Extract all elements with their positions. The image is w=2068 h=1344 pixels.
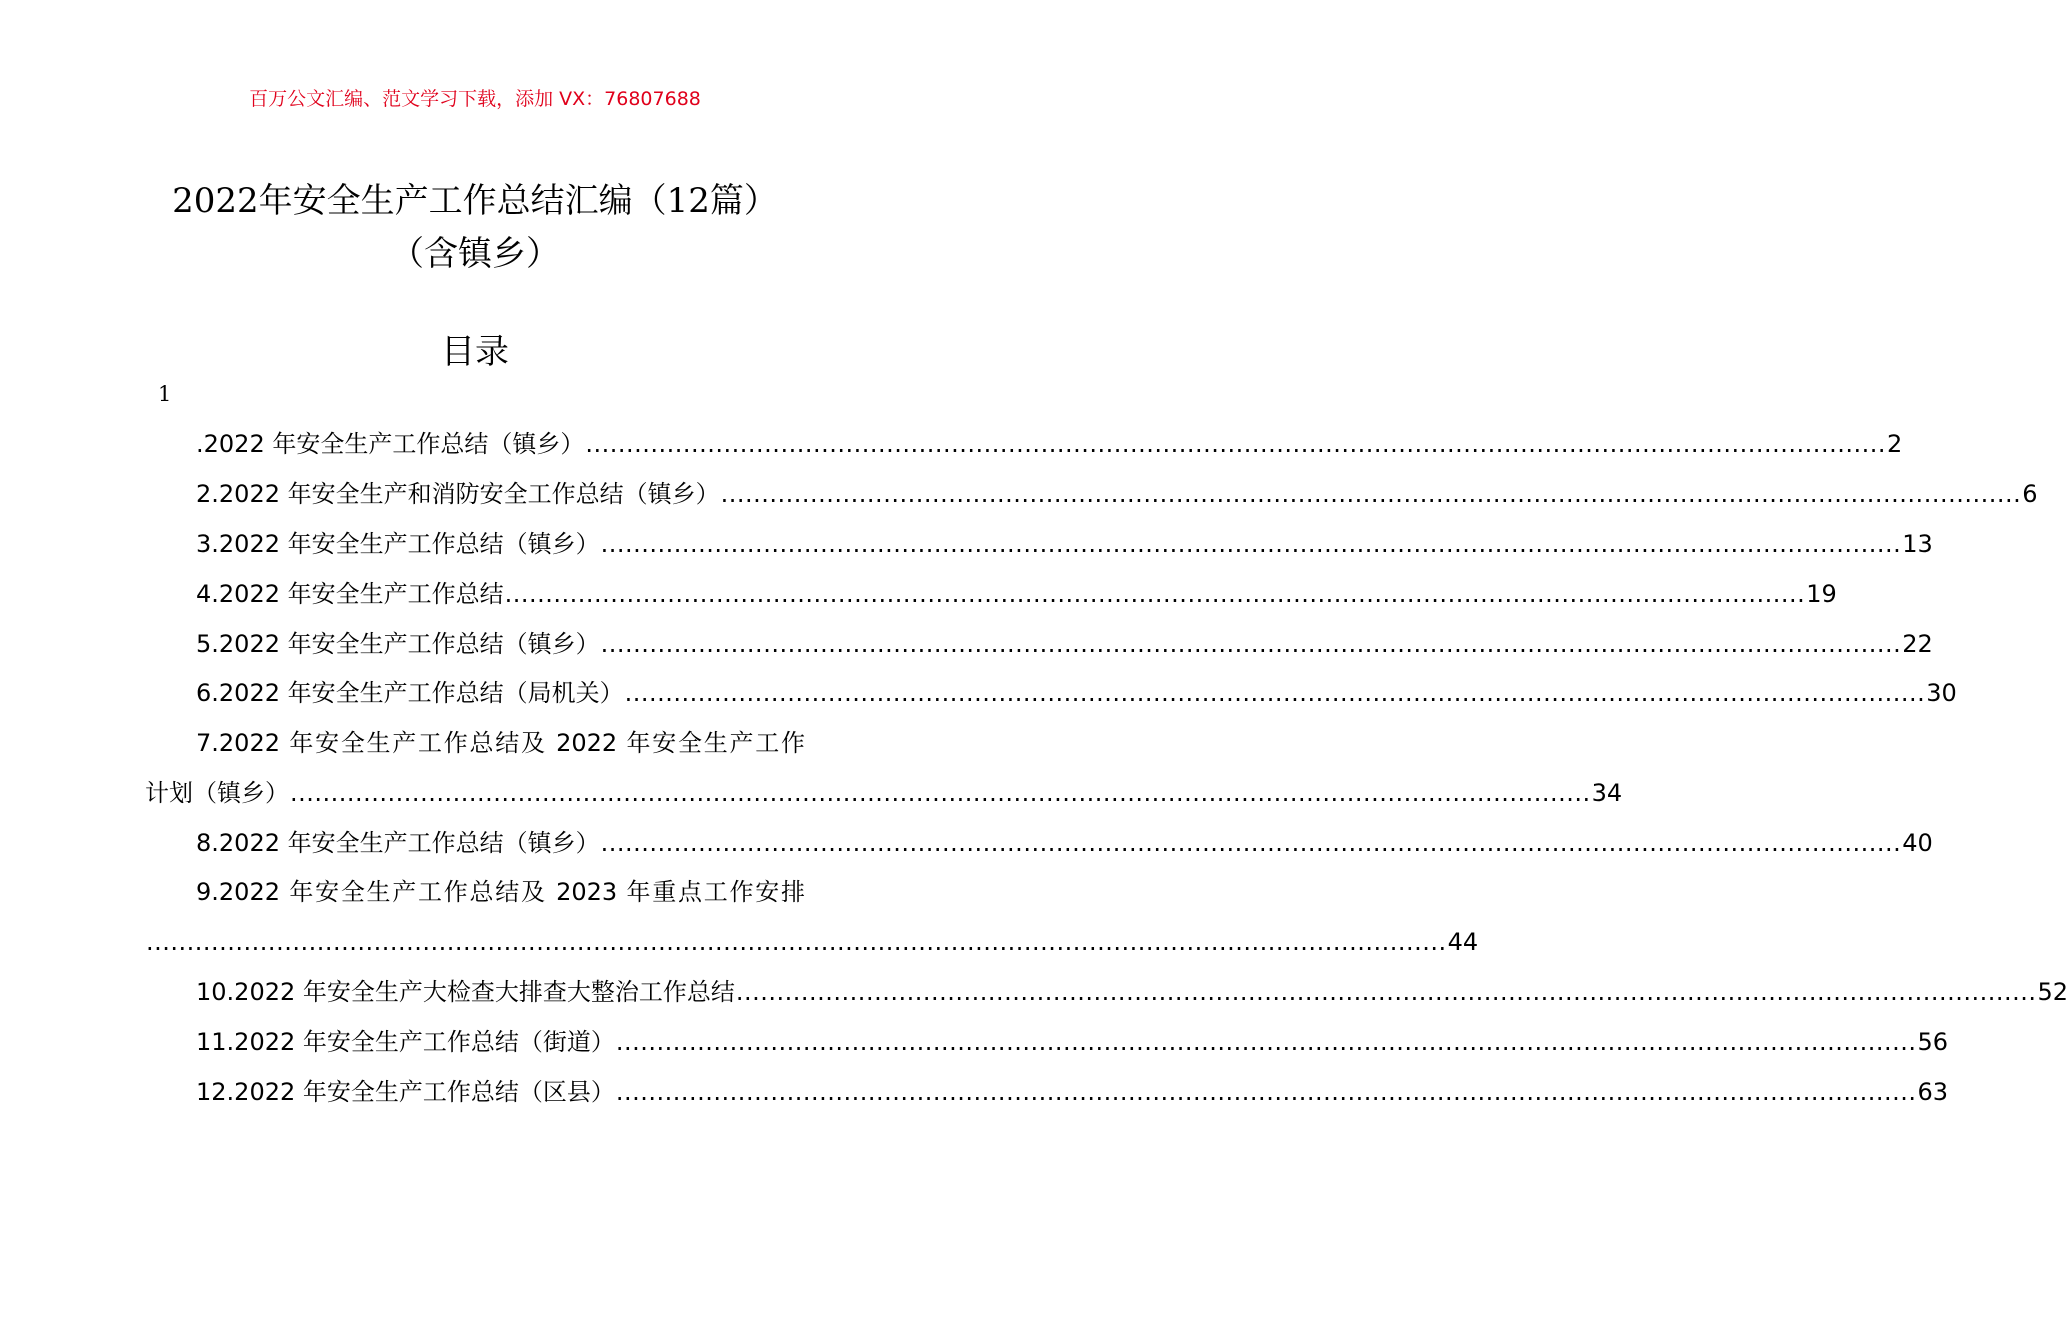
title-year: 2022 bbox=[172, 181, 259, 221]
toc-entry-9-line-2[interactable] bbox=[145, 925, 1479, 959]
toc-entry-4[interactable] bbox=[196, 577, 1837, 611]
toc-entry-label: 2.2022 年安全生产和消防安全工作总结（镇乡） bbox=[196, 480, 720, 508]
toc-entry-label: 计划（镇乡） bbox=[145, 779, 289, 807]
toc-entry-7-line-1[interactable]: 7.2022 年安全生产工作总结及 2022 年安全生产工作 bbox=[196, 729, 805, 757]
title-tail: 篇） bbox=[709, 181, 778, 221]
toc-entry-page: 13 bbox=[1902, 530, 1933, 558]
toc-leader-dots: ................................................................................................................................................................ bbox=[290, 779, 1591, 807]
toc-entry-3[interactable] bbox=[196, 527, 1933, 561]
toc-entry-label: .2022 年安全生产工作总结（镇乡） bbox=[196, 430, 585, 458]
toc-entry-label: 8.2022 年安全生产工作总结（镇乡） bbox=[196, 829, 600, 857]
toc-entry-2[interactable] bbox=[196, 477, 2038, 511]
toc-entry-6[interactable] bbox=[196, 676, 1957, 710]
toc-leader-dots: ................................................................................................................................................................ bbox=[600, 829, 1902, 857]
toc-entry-label: 5.2022 年安全生产工作总结（镇乡） bbox=[196, 630, 600, 658]
toc-leader-dots: ................................................................................................................................................................ bbox=[504, 580, 1806, 608]
toc-entry-label: 12.2022 年安全生产工作总结（区县） bbox=[196, 1078, 615, 1106]
toc-entry-label: 4.2022 年安全生产工作总结 bbox=[196, 580, 504, 608]
document-title-line-2: （含镇乡） bbox=[390, 234, 560, 274]
toc-heading: 目录 bbox=[441, 332, 509, 372]
toc-entry-7-line-2[interactable] bbox=[145, 776, 1623, 810]
toc-entry-page: 52 bbox=[2037, 978, 2068, 1006]
toc-entry-9-line-1[interactable]: 9.2022 年安全生产工作总结及 2023 年重点工作安排 bbox=[196, 878, 805, 906]
toc-entry-page: 30 bbox=[1926, 679, 1957, 707]
document-title-line-1 bbox=[0, 173, 950, 222]
stray-page-number: 1 bbox=[158, 382, 172, 406]
toc-leader-dots: ................................................................................................................................................................ bbox=[146, 928, 1447, 956]
toc-entry-12[interactable] bbox=[196, 1075, 1949, 1109]
toc-entry-page: 56 bbox=[1917, 1028, 1949, 1056]
toc-entry-page: 63 bbox=[1917, 1078, 1949, 1106]
toc-entry-page: 2 bbox=[1886, 430, 1903, 458]
toc-leader-dots: ................................................................................................................................................................ bbox=[615, 1078, 1917, 1106]
toc-entry-10[interactable] bbox=[196, 975, 2068, 1009]
toc-entry-page: 34 bbox=[1591, 779, 1623, 807]
toc-entry-label: 11.2022 年安全生产工作总结（街道） bbox=[196, 1028, 615, 1056]
toc-entry-page: 44 bbox=[1447, 928, 1479, 956]
toc-entry-8[interactable] bbox=[196, 826, 1933, 860]
title-text: 年安全生产工作总结汇编（ bbox=[258, 181, 667, 221]
toc-entry-5[interactable] bbox=[196, 627, 1933, 661]
toc-entry-page: 19 bbox=[1806, 580, 1837, 608]
toc-entry-page: 22 bbox=[1902, 630, 1933, 658]
toc-entry-11[interactable] bbox=[196, 1025, 1949, 1059]
toc-leader-dots: ................................................................................................................................................................ bbox=[624, 679, 1926, 707]
toc-leader-dots: ................................................................................................................................................................ bbox=[600, 530, 1902, 558]
title-count: 12 bbox=[666, 181, 710, 221]
toc-entry-1[interactable] bbox=[196, 427, 1903, 461]
toc-leader-dots: ................................................................................................................................................................ bbox=[600, 630, 1902, 658]
toc-leader-dots: ................................................................................................................................................................ bbox=[615, 1028, 1917, 1056]
toc-entry-label: 3.2022 年安全生产工作总结（镇乡） bbox=[196, 530, 600, 558]
toc-entry-label: 10.2022 年安全生产大检查大排查大整治工作总结 bbox=[196, 978, 735, 1006]
toc-leader-dots: ................................................................................................................................................................ bbox=[585, 430, 1886, 458]
toc-entry-label: 6.2022 年安全生产工作总结（局机关） bbox=[196, 679, 624, 707]
toc-leader-dots: ................................................................................................................................................................ bbox=[735, 978, 2037, 1006]
header-watermark-note: 百万公文汇编、范文学习下载，添加 VX：76807688 bbox=[249, 88, 701, 110]
toc-leader-dots: ................................................................................................................................................................ bbox=[720, 480, 2022, 508]
toc-entry-page: 40 bbox=[1902, 829, 1933, 857]
toc-entry-page: 6 bbox=[2022, 480, 2038, 508]
